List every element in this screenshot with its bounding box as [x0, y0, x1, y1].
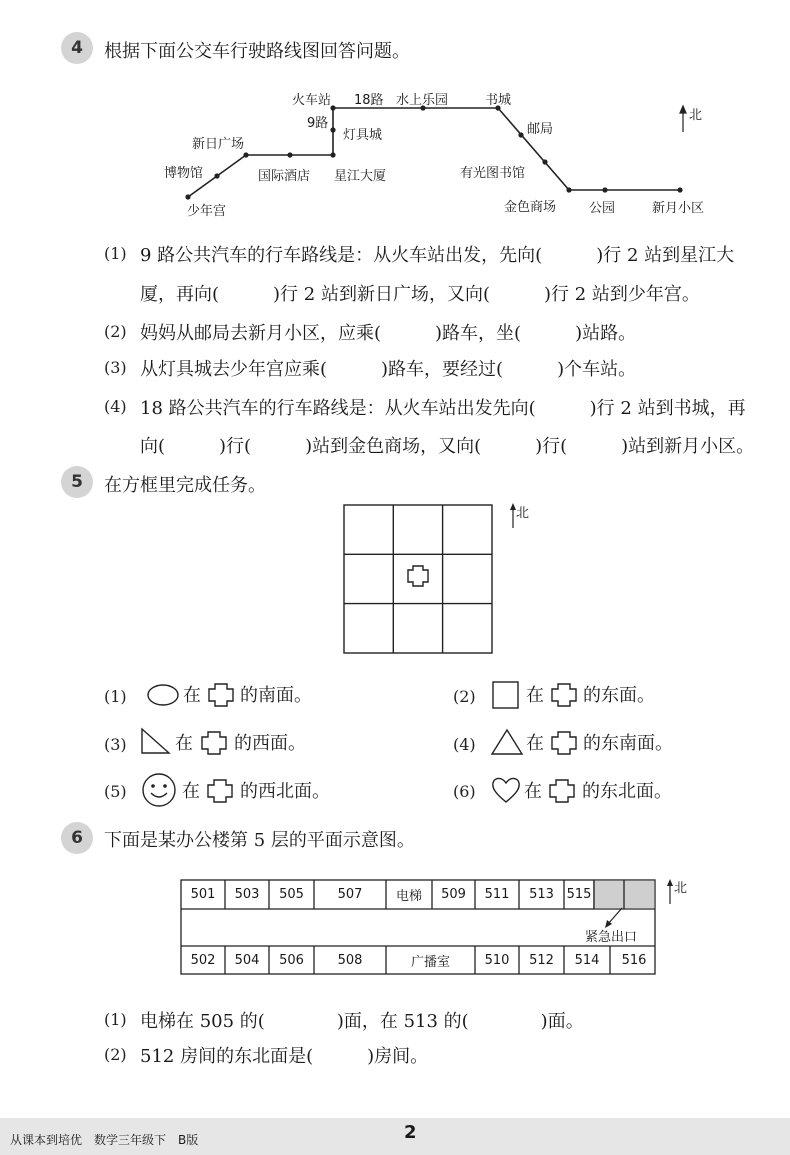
station-label-bowuguan: 博物馆	[164, 166, 204, 181]
north-arrow-icon	[680, 106, 686, 132]
q4-item-3-text: 从灯具城去少年宫应乘( )路车，要经过( )个车站。	[140, 359, 637, 380]
q5-task-5-label: (5)	[104, 782, 127, 801]
station-label-youguang: 有光图书馆	[460, 166, 526, 181]
q4-item-1-line1: 9 路公共汽车的行车路线是：从火车站出发，先向( )行 2 站到星江大	[140, 245, 735, 266]
stop-xinyue	[677, 187, 682, 192]
q4-item-1-label: (1)	[104, 244, 127, 263]
room-502: 502	[190, 952, 216, 968]
stop-youguang	[542, 159, 547, 164]
q4-item-2-text: 妈妈从邮局去新月小区，应乘( )路车，坐( )站路。	[140, 323, 637, 344]
route-label-9: 9路	[307, 116, 329, 131]
q6-item-1-text: 电梯在 505 的( )面，在 513 的( )面。	[140, 1011, 584, 1032]
cross-icon	[205, 679, 237, 711]
room-514: 514	[574, 952, 600, 968]
room-501: 501	[190, 887, 216, 902]
stop-shaonian	[185, 194, 190, 199]
question-6-badge: 6	[61, 822, 93, 854]
q4-item-2-label: (2)	[104, 322, 127, 341]
stop-xingjiang	[330, 152, 335, 157]
station-label-youju: 邮局	[527, 122, 554, 137]
room-503: 503	[234, 887, 260, 902]
footer-book-title: 从课本到培优 数学三年级下 B版	[10, 1133, 199, 1147]
room-broadcast: 广播室	[410, 954, 450, 970]
q6-item-1-label: (1)	[104, 1010, 127, 1029]
cross-icon	[204, 775, 236, 807]
triangle-icon	[490, 728, 524, 756]
q5-task-6-pre: 在	[524, 781, 542, 802]
q5-task-2-pre: 在	[526, 685, 544, 706]
room-508: 508	[337, 952, 363, 968]
stop-dengju	[330, 127, 335, 132]
station-label-gongyuan: 公园	[589, 201, 616, 216]
page-number: 2	[404, 1122, 417, 1143]
room-516: 516	[621, 952, 647, 968]
stop-youju	[518, 132, 523, 137]
stop-xinri	[243, 152, 248, 157]
square-icon	[491, 680, 521, 710]
stop-gongyuan	[602, 187, 607, 192]
station-label-shuishang: 水上乐园	[396, 93, 449, 108]
stop-guoji	[287, 152, 292, 157]
question-4-title: 根据下面公交车行驶路线图回答问题。	[104, 41, 410, 62]
stop-bowuguan	[214, 173, 219, 178]
q5-task-6-post: 的东北面。	[582, 781, 672, 802]
q5-task-5-pre: 在	[182, 781, 200, 802]
bus-route-map	[0, 0, 790, 230]
room-513: 513	[529, 887, 554, 902]
north-label: 北	[516, 506, 530, 521]
station-label-jinse: 金色商场	[504, 200, 557, 215]
room-504: 504	[234, 952, 260, 968]
north-label: 北	[674, 881, 688, 896]
station-label-xinri: 新日广场	[192, 137, 245, 152]
room-512: 512	[529, 952, 554, 968]
question-5-badge: 5	[61, 466, 93, 498]
route-label-18: 18路	[354, 93, 384, 108]
q4-item-3-label: (3)	[104, 358, 127, 377]
room-507: 507	[337, 887, 363, 902]
room-509: 509	[441, 887, 466, 902]
north-label: 北	[689, 108, 703, 123]
q5-task-4-pre: 在	[526, 733, 544, 754]
q5-task-5-post: 的西北面。	[240, 781, 330, 802]
q4-item-4-line1: 18 路公共汽车的行车路线是：从火车站出发先向( )行 2 站到书城，再	[140, 398, 746, 419]
station-label-guoji: 国际酒店	[258, 169, 311, 184]
room-elevator: 电梯	[395, 889, 422, 904]
center-cross-icon	[408, 566, 428, 586]
right-triangle-icon	[140, 727, 172, 755]
q5-task-1-post: 的南面。	[240, 685, 312, 706]
q5-task-1-pre: 在	[183, 685, 201, 706]
room-506: 506	[279, 952, 304, 968]
smiley-icon	[140, 771, 178, 809]
cross-icon	[546, 775, 578, 807]
station-label-huochezhan: 火车站	[292, 93, 332, 108]
room-511: 511	[484, 887, 510, 902]
q5-task-4-post: 的东南面。	[583, 733, 673, 754]
cross-icon	[198, 727, 230, 759]
station-label-xinyue: 新月小区	[652, 201, 705, 216]
question-6-title: 下面是某办公楼第 5 层的平面示意图。	[104, 830, 415, 851]
q4-item-4-line2: 向( )行( )站到金色商场，又向( )行( )站到新月小区。	[140, 436, 755, 457]
stop-huochezhan	[330, 105, 335, 110]
q5-task-2-label: (2)	[453, 687, 476, 706]
cross-icon	[548, 727, 580, 759]
stop-jinse	[566, 187, 571, 192]
room-510: 510	[484, 952, 510, 968]
q6-item-2-text: 512 房间的东北面是( )房间。	[140, 1046, 429, 1067]
q5-task-4-label: (4)	[453, 735, 476, 754]
q5-task-6-label: (6)	[453, 782, 476, 801]
q5-task-3-pre: 在	[175, 733, 193, 754]
station-label-xingjiang: 星江大厦	[334, 169, 387, 184]
room-505: 505	[279, 887, 304, 902]
q5-task-3-post: 的西面。	[234, 733, 306, 754]
q5-task-2-post: 的东面。	[583, 685, 655, 706]
q5-task-1-label: (1)	[104, 687, 127, 706]
emergency-exit-cell-1	[595, 881, 624, 909]
q5-task-3-label: (3)	[104, 735, 127, 754]
station-label-shucheng: 书城	[485, 93, 512, 108]
cross-icon	[548, 679, 580, 711]
emergency-exit-label: 紧急出口	[585, 930, 638, 945]
ellipse-icon	[146, 682, 180, 708]
direction-grid	[343, 504, 495, 656]
q4-item-1-line2: 厦，再向( )行 2 站到新日广场，又向( )行 2 站到少年宫。	[140, 284, 700, 305]
question-4-badge: 4	[61, 32, 93, 64]
station-label-dengju: 灯具城	[343, 128, 383, 143]
station-label-shaonian: 少年宫	[187, 204, 227, 219]
question-5-title: 在方框里完成任务。	[104, 475, 266, 496]
q4-item-4-label: (4)	[104, 397, 127, 416]
heart-icon	[491, 775, 521, 805]
room-515: 515	[566, 887, 592, 902]
q6-item-2-label: (2)	[104, 1045, 127, 1064]
emergency-exit-cell-2	[625, 881, 655, 909]
